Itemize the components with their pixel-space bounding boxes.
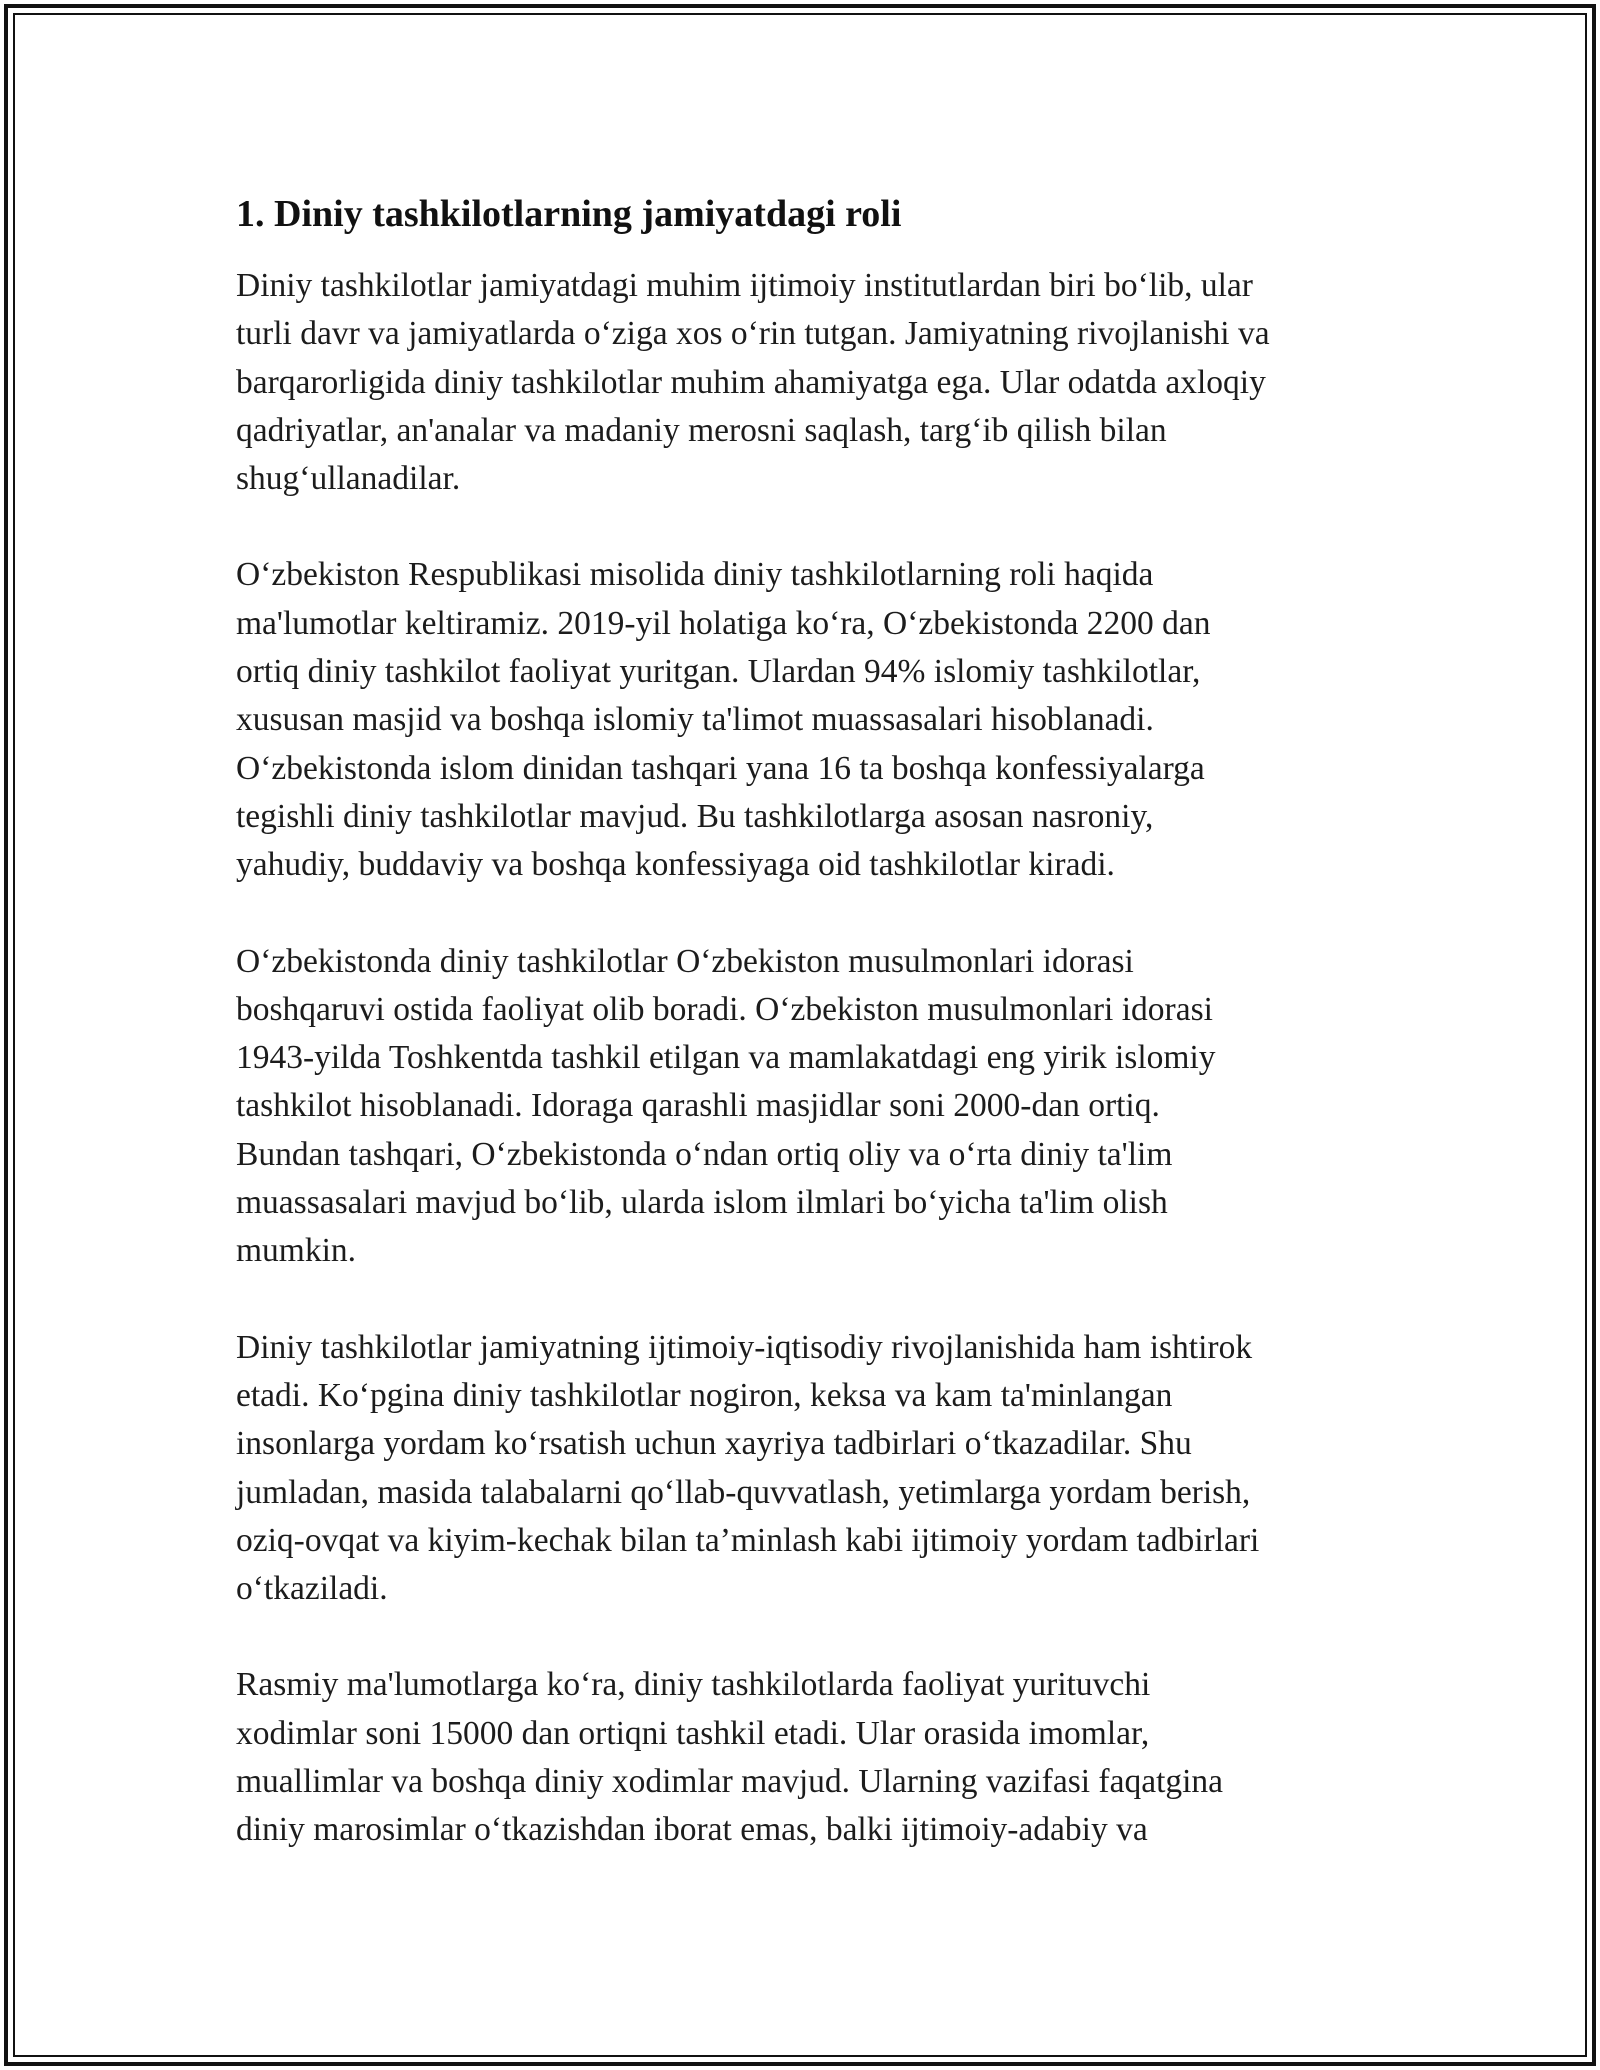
paragraph-social-economic: Diniy tashkilotlar jamiyatning ijtimoiy-iqtisodiy rivojlanishida ham ishtirok etadi. Ko‘pgina diniy tashkilotlar nogiron, keksa va kam ta'minlangan insonlarga yordam ko‘rsatish uchun xayriya tadbirlari o‘tkazadilar. Shu jumladan, masida talabalarni qo‘llab-quvvatlash, yetimlarga yordam berish, oziq-ovqat va kiyim-kechak bilan ta’minlash kabi ijtimoiy yordam tadbirlari o‘tkaziladi. (236, 1328, 1260, 1608)
section-heading: 1. Diniy tashkilotlarning jamiyatdagi roli (236, 193, 902, 235)
paragraph-intro: Diniy tashkilotlar jamiyatdagi muhim ijtimoiy institutlardan biri bo‘lib, ular turli davr va jamiyatlarda o‘ziga xos o‘rin tutgan. Jamiyatning rivojlanishi va barqarorligida diniy tashkilotlar muhim ahamiyatga ega. Ular odatda axloqiy qadriyatlar, an'analar va madaniy merosni saqlash, targ‘ib qilish bilan shug‘ullanadilar. (236, 267, 1270, 498)
paragraph-staff: Rasmiy ma'lumotlarga ko‘ra, diniy tashkilotlarda faoliyat yurituvchi xodimlar soni 15000 dan ortiqni tashkil etadi. Ular orasida imomlar, muallimlar va boshqa diniy xodimlar mavjud. Ularning vazifasi faqatgina diniy marosimlar o‘tkazishdan iborat emas, balki ijtimoiy-adabiy va (236, 1666, 1224, 1849)
document-body (236, 186, 1376, 1903)
paragraph-uzbekistan-statistics: O‘zbekiston Respublikasi misolida diniy tashkilotlarning roli haqida ma'lumotlar keltiramiz. 2019-yil holatiga ko‘ra, O‘zbekistonda 2200 dan ortiq diniy tashkilot faoliyat yuritgan. Ulardan 94% islomiy tashkilotlar, xususan masjid va boshqa islomiy ta'limot muassasalari hisoblanadi. O‘zbekistonda islom dinidan tashqari yana 16 ta boshqa konfessiyalarga tegishli diniy tashkilotlar mavjud. Bu tashkilotlarga asosan nasroniy, yahudiy, buddaviy va boshqa konfessiyaga oid tashkilotlar kiradi. (236, 556, 1211, 884)
paragraph-muslim-board: O‘zbekistonda diniy tashkilotlar O‘zbekiston musulmonlari idorasi boshqaruvi ostida faoliyat olib boradi. O‘zbekiston musulmonlari idorasi 1943-yilda Toshkentda tashkil etilgan va mamlakatdagi eng yirik islomiy tashkilot hisoblanadi. Idoraga qarashli masjidlar soni 2000-dan ortiq. Bundan tashqari, O‘zbekistonda o‘ndan ortiq oliy va o‘rta diniy ta'lim muassasalari mavjud bo‘lib, ularda islom ilmlari bo‘yicha ta'lim olish mumkin. (236, 942, 1216, 1270)
